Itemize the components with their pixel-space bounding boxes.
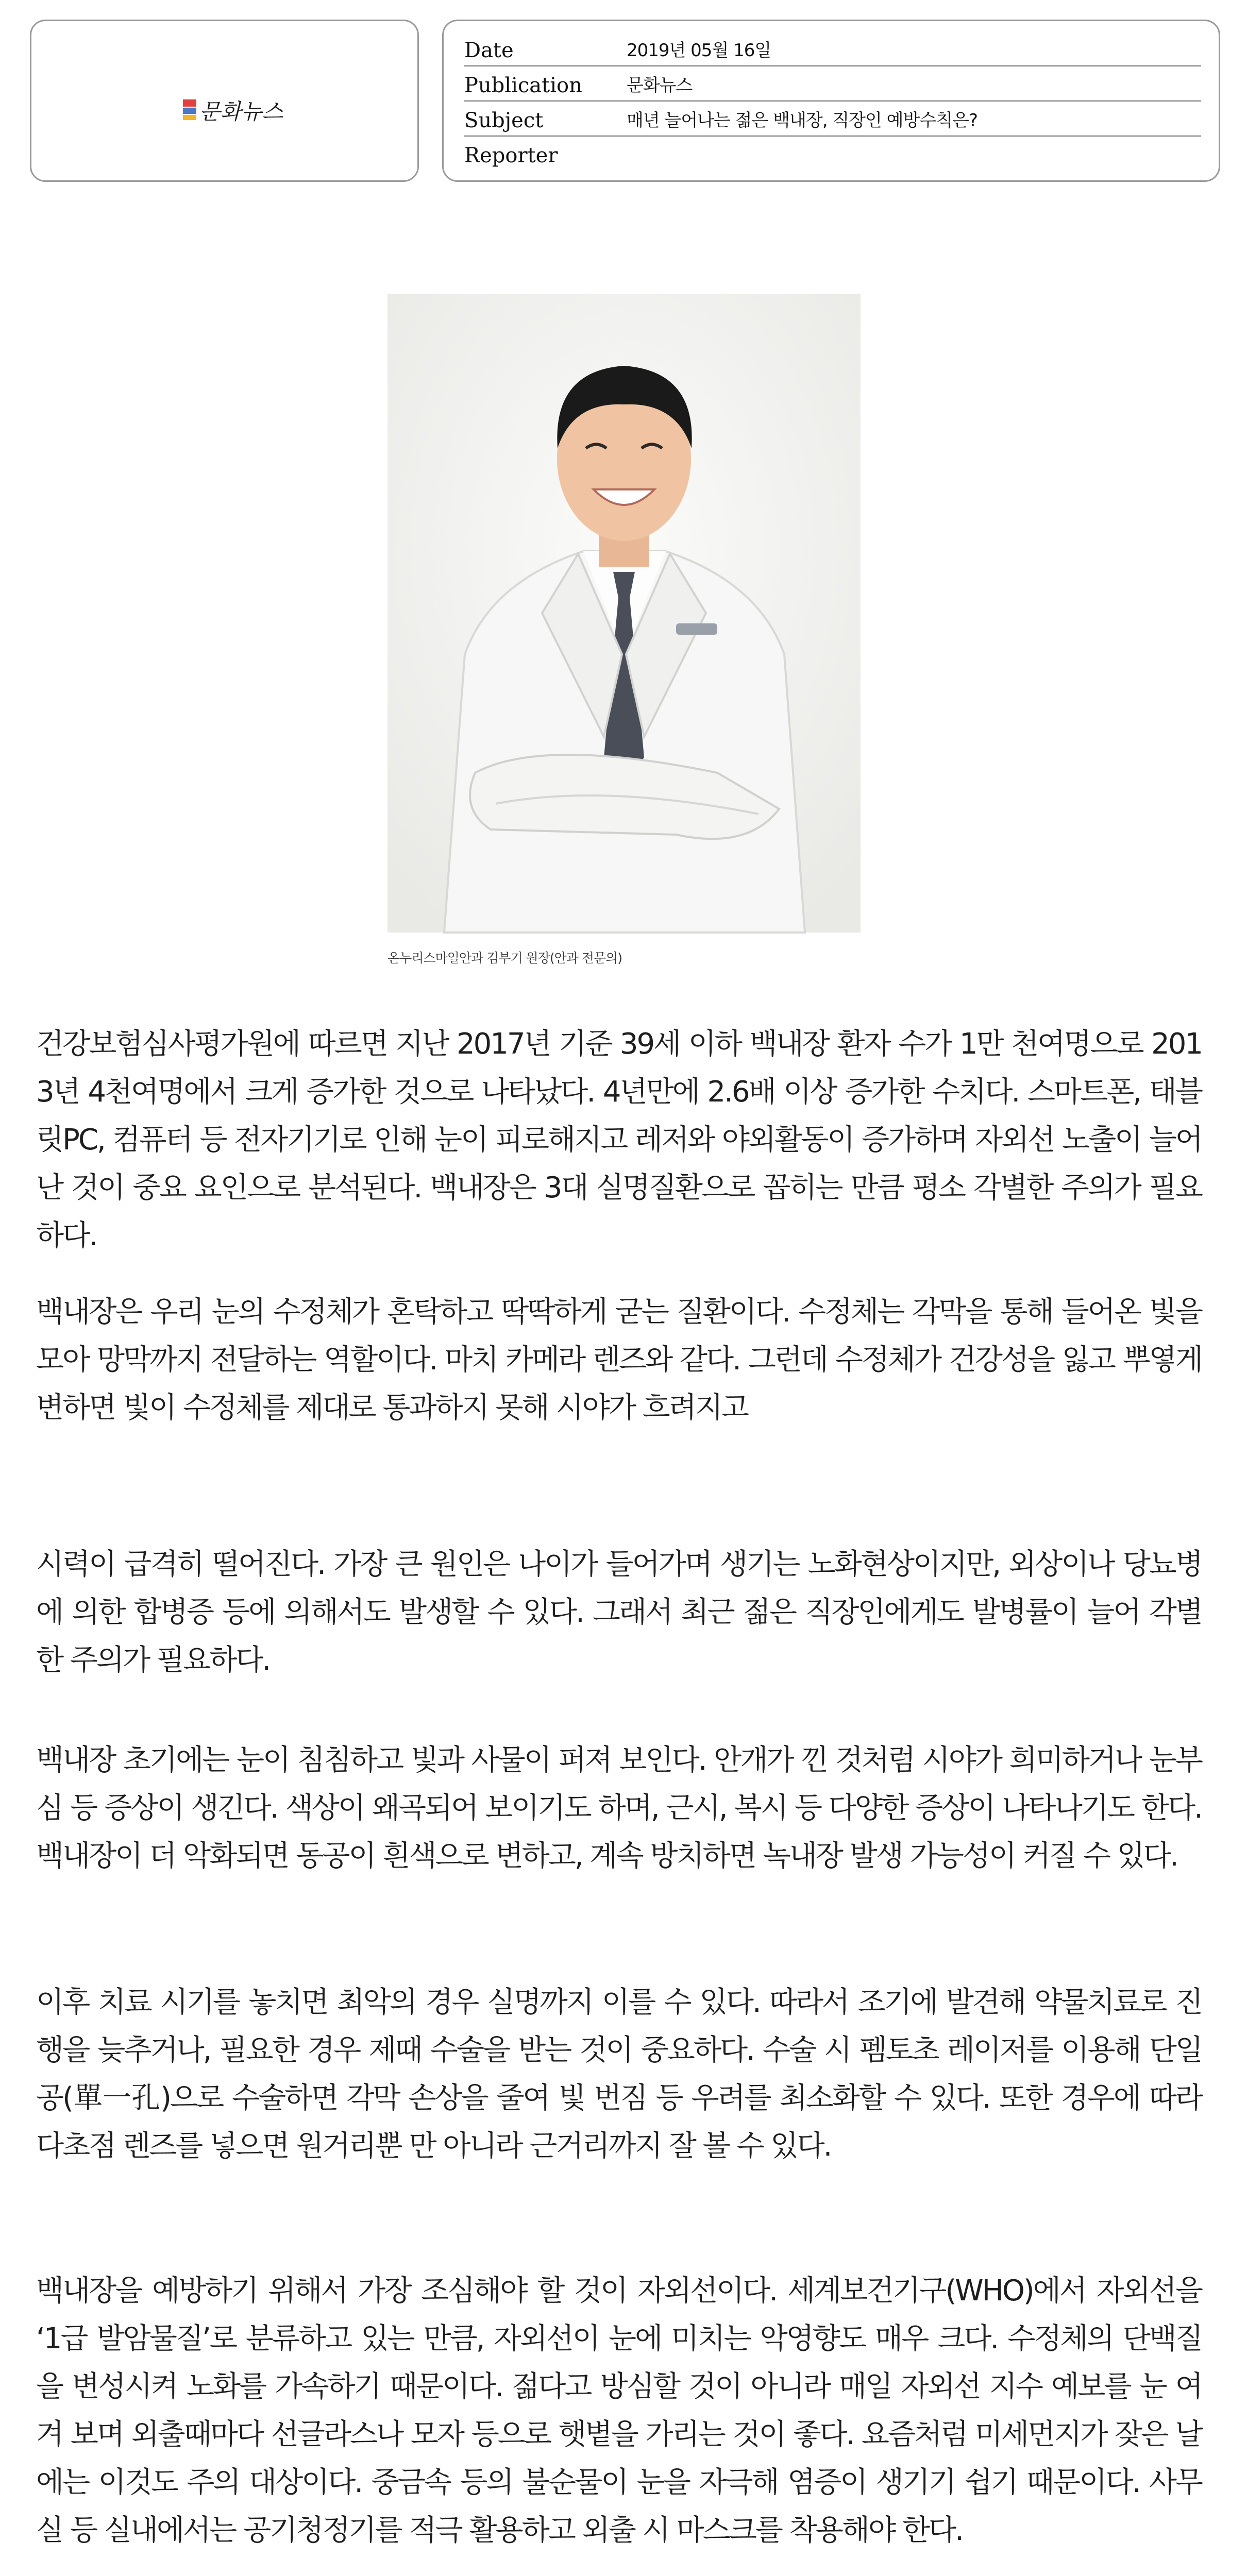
article-paragraph-2: 백내장은 우리 눈의 수정체가 혼탁하고 딱딱하게 굳는 질환이다. 수정체는 각막을 통해 들어온 빛을 모아 망막까지 전달하는 역할이다. 마치 카메라 렌즈와 같다. 그런데 수정체가 건강성을 잃고 뿌옇게 변하면 빛이 수정체를 제대로 통과하지 못해 시야가 흐려지고 xyxy=(36,1295,1202,1425)
article-paragraph-5: 이후 치료 시기를 놓치면 최악의 경우 실명까지 이를 수 있다. 따라서 조기에 발견해 약물치료로 진행을 늦추거나, 필요한 경우 제때 수술을 받는 것이 중요하다. 수술 시 펨토초 레이저를 이용해 단일공(單一孔)으로 수술하면 각막 손상을 줄여 빛 번짐 등 우려를 최소화할 수 있다. 또한 경우에 따라 다초점 렌즈를 넣으면 원거리뿐 만 아니라 근거리까지 잘 볼 수 있다. xyxy=(36,1986,1202,2163)
article-paragraph-4: 백내장 초기에는 눈이 침침하고 빛과 사물이 퍼져 보인다. 안개가 낀 것처럼 시야가 희미하거나 눈부심 등 증상이 생긴다. 색상이 왜곡되어 보이기도 하며, 근시, 복시 등 다양한 증상이 나타나기도 한다. 백내장이 더 악화되면 동공이 흰색으로 변하고, 계속 방치하면 녹내장 발생 가능성이 커질 수 있다. xyxy=(36,1743,1202,1873)
date-label: Date xyxy=(464,39,514,62)
publication-value: 문화뉴스 xyxy=(627,75,693,96)
meta-row-subject xyxy=(464,103,1201,137)
meta-row-reporter xyxy=(464,138,1201,171)
subject-value: 매년 늘어나는 젊은 백내장, 직장인 예방수칙은? xyxy=(627,110,978,131)
logo-box xyxy=(30,20,419,182)
reporter-label: Reporter xyxy=(464,144,558,167)
date-value: 2019년 05월 16일 xyxy=(627,40,771,61)
meta-row-publication xyxy=(464,67,1201,101)
logo-text: 문화뉴스 xyxy=(199,99,283,124)
article-paragraph-6: 백내장을 예방하기 위해서 가장 조심해야 할 것이 자외선이다. 세계보건기구(WHO)에서 자외선을 ‘1급 발암물질’로 분류하고 있는 만큼, 자외선이 눈에 미치는 악영향도 매우 크다. 수정체의 단백질을 변성시켜 노화를 가속하기 때문이다. 젊다고 방심할 것이 아니라 매일 자외선 지수 예보를 눈 여겨 보며 외출때마다 선글라스나 모자 등으로 햇볕을 가리는 것이 좋다. 요즘처럼 미세먼지가 잦은 날에는 이것도 주의 대상이다. 중금속 등의 불순물이 눈을 자극해 염증이 생기기 쉽기 때문이다. 사무실 등 실내에서는 공기청정기를 적극 활용하고 외출 시 마스크를 착용해야 한다. xyxy=(36,2274,1202,2547)
article-metadata xyxy=(442,20,1220,182)
subject-label: Subject xyxy=(464,109,544,132)
article-paragraph-1: 건강보험심사평가원에 따르면 지난 2017년 기준 39세 이하 백내장 환자 수가 1만 천여명으로 2013년 4천여명에서 크게 증가한 것으로 나타났다. 4년만에 2.6배 이상 증가한 수치다. 스마트폰, 태블릿PC, 컴퓨터 등 전자기기로 인해 눈이 피로해지고 레저와 야외활동이 증가하며 자외선 노출이 늘어난 것이 중요 요인으로 분석된다. 백내장은 3대 실명질환으로 꼽히는 만큼 평소 각별한 주의가 필요하다. xyxy=(36,1027,1202,1252)
doctor-photo xyxy=(387,294,861,933)
munhwanews-logo xyxy=(181,88,283,134)
meta-row-date xyxy=(464,32,1201,66)
publication-label: Publication xyxy=(464,74,582,97)
article-paragraph-3: 시력이 급격히 떨어진다. 가장 큰 원인은 나이가 들어가며 생기는 노화현상이지만, 외상이나 당뇨병에 의한 합병증 등에 의해서도 발생할 수 있다. 그래서 최근 젊은 직장인에게도 발병률이 늘어 각별한 주의가 필요하다. xyxy=(36,1548,1202,1677)
photo-caption: 온누리스마일안과 김부기 원장(안과 전문의) xyxy=(387,951,622,965)
